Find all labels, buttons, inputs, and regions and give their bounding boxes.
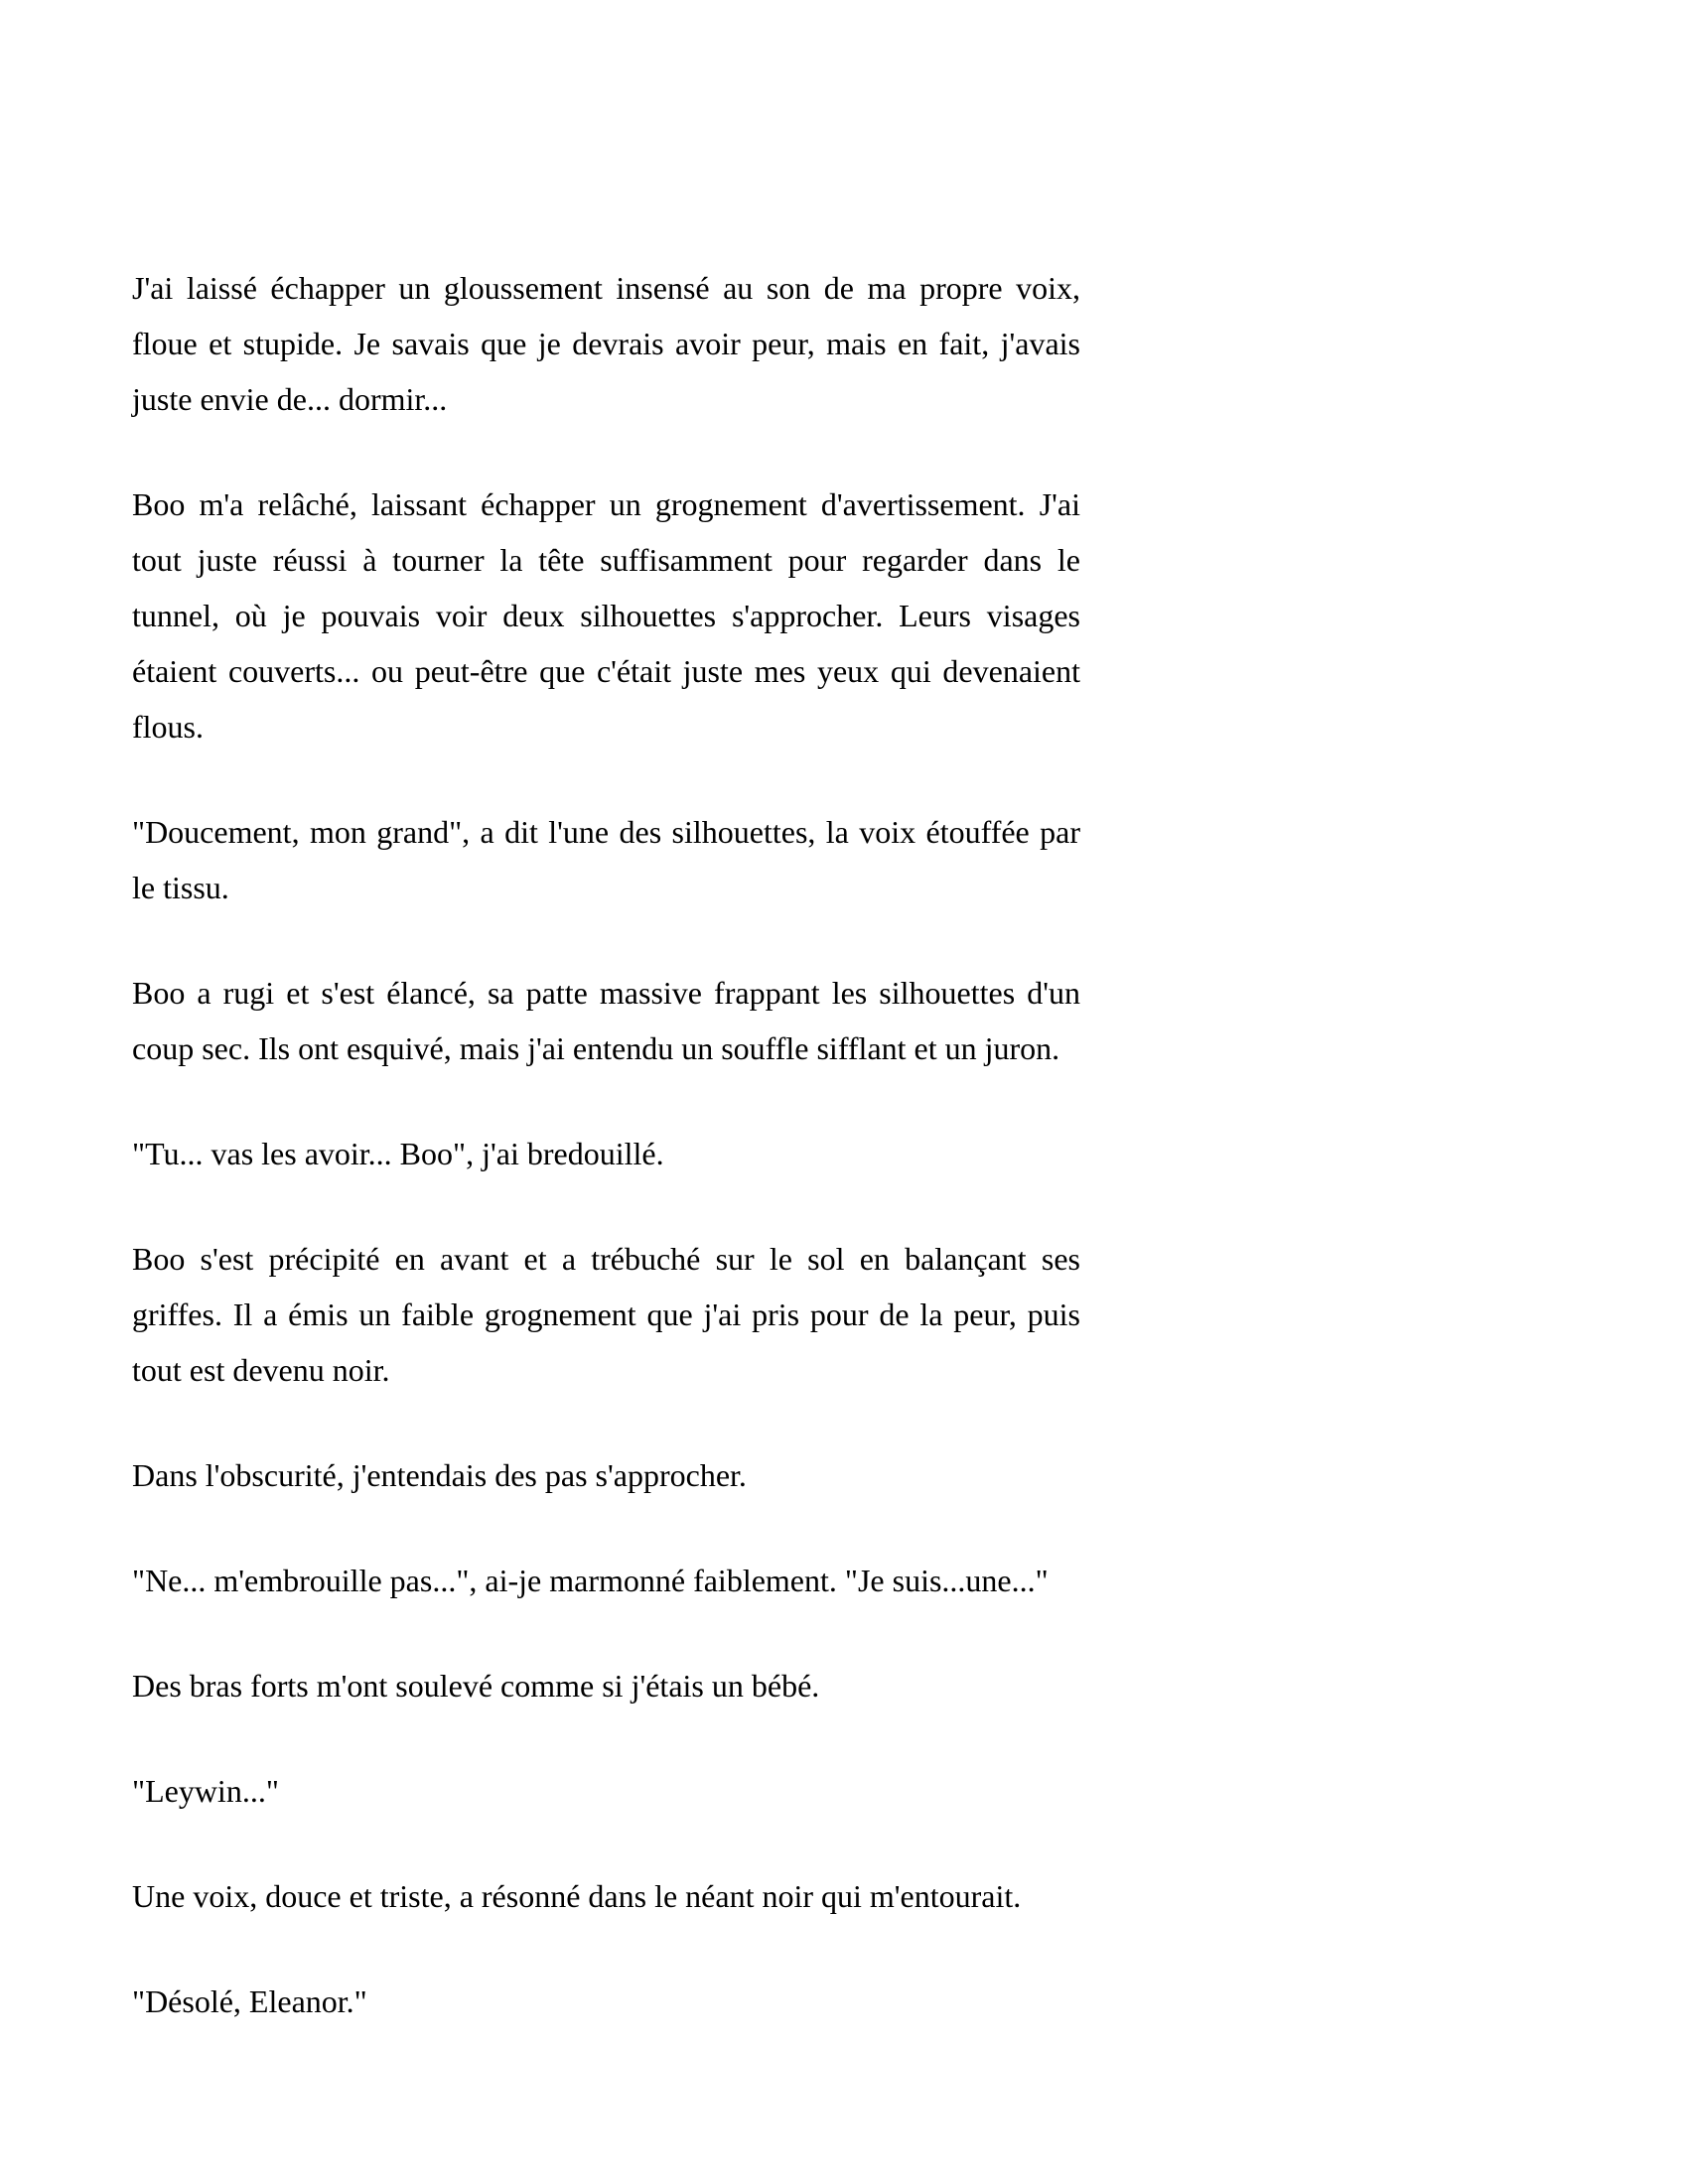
- paragraph-4: Boo a rugi et s'est élancé, sa patte massive frappant les silhouettes d'un coup sec. Ils ont esquivé, mais j'ai entendu un souffle sifflant et un juron.: [132, 975, 1080, 1066]
- paragraph-3: "Doucement, mon grand", a dit l'une des silhouettes, la voix étouffée par le tissu.: [132, 814, 1080, 905]
- paragraph-7: Dans l'obscurité, j'entendais des pas s'approcher.: [132, 1457, 747, 1493]
- text-content: [132, 260, 1080, 2029]
- paragraph-10: "Leywin...": [132, 1773, 279, 1809]
- paragraph-11: Une voix, douce et triste, a résonné dans le néant noir qui m'entourait.: [132, 1878, 1022, 1914]
- paragraph-2: Boo m'a relâché, laissant échapper un grognement d'avertissement. J'ai tout juste réussi à tourner la tête suffisamment pour regarder dans le tunnel, où je pouvais voir deux silhouettes s'approcher. Leurs visages étaient couverts... ou peut-être que c'était juste mes yeux qui devenaient flous.: [132, 486, 1080, 745]
- paragraph-8: "Ne... m'embrouille pas...", ai-je marmonné faiblement. "Je suis...une...": [132, 1563, 1049, 1598]
- paragraph-12: "Désolé, Eleanor.": [132, 1983, 367, 2019]
- paragraph-1: J'ai laissé échapper un gloussement insensé au son de ma propre voix, floue et stupide. Je savais que je devrais avoir peur, mais en fait, j'avais juste envie de... dormir...: [132, 270, 1080, 417]
- paragraph-5: "Tu... vas les avoir... Boo", j'ai bredouillé.: [132, 1136, 664, 1171]
- paragraph-6: Boo s'est précipité en avant et a trébuché sur le sol en balançant ses griffes. Il a émis un faible grognement que j'ai pris pour de la peur, puis tout est devenu noir.: [132, 1241, 1080, 1388]
- paragraph-9: Des bras forts m'ont soulevé comme si j'étais un bébé.: [132, 1668, 820, 1704]
